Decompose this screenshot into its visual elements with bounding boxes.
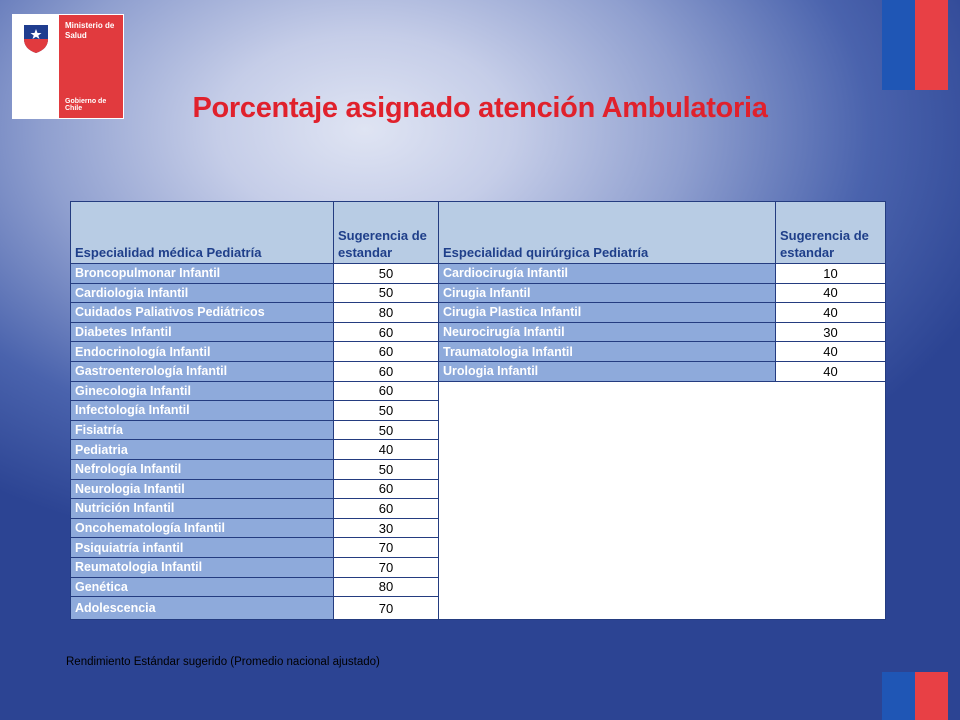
- medical-value-cell: 50: [334, 420, 439, 440]
- standards-table-container: [70, 201, 885, 616]
- medical-value-cell: 60: [334, 479, 439, 499]
- surgical-specialty-cell: Neurocirugía Infantil: [439, 322, 776, 342]
- table-row: [71, 303, 886, 323]
- medical-value-cell: 60: [334, 361, 439, 381]
- medical-specialty-cell: Pediatria: [71, 440, 334, 460]
- flag-red-stripe: [915, 0, 948, 90]
- surgical-value-cell: 40: [776, 361, 886, 381]
- medical-value-cell: 80: [334, 577, 439, 597]
- flag-decoration-bottom: [882, 672, 948, 720]
- medical-value-cell: 40: [334, 440, 439, 460]
- medical-specialty-cell: Neurologia Infantil: [71, 479, 334, 499]
- surgical-specialty-cell: Urologia Infantil: [439, 361, 776, 381]
- surgical-value-cell: 40: [776, 303, 886, 323]
- table-row: [71, 322, 886, 342]
- medical-value-cell: 60: [334, 499, 439, 519]
- flag-blue-stripe: [882, 672, 915, 720]
- header-surgical-standard: Sugerencia de estandar: [776, 202, 886, 264]
- medical-value-cell: 70: [334, 538, 439, 558]
- medical-value-cell: 50: [334, 264, 439, 284]
- surgical-value-cell: 10: [776, 264, 886, 284]
- medical-specialty-cell: Gastroenterología Infantil: [71, 361, 334, 381]
- table-header-row: [71, 202, 886, 264]
- flag-decoration-top: [882, 0, 948, 90]
- medical-specialty-cell: Endocrinología Infantil: [71, 342, 334, 362]
- header-medical-standard: Sugerencia de estandar: [334, 202, 439, 264]
- surgical-specialty-cell: Cirugia Infantil: [439, 283, 776, 303]
- medical-value-cell: 50: [334, 401, 439, 421]
- medical-specialty-cell: Fisiatría: [71, 420, 334, 440]
- medical-value-cell: 50: [334, 283, 439, 303]
- medical-specialty-cell: Cuidados Paliativos Pediátricos: [71, 303, 334, 323]
- medical-value-cell: 60: [334, 342, 439, 362]
- standards-table: [70, 201, 886, 620]
- surgical-value-cell: 40: [776, 342, 886, 362]
- table-row: [71, 264, 886, 284]
- footnote: Rendimiento Estándar sugerido (Promedio nacional ajustado): [66, 656, 380, 668]
- medical-specialty-cell: Adolescencia: [71, 597, 334, 620]
- medical-specialty-cell: Nefrología Infantil: [71, 459, 334, 479]
- flag-red-stripe: [915, 672, 948, 720]
- header-surgical-specialty: Especialidad quirúrgica Pediatría: [439, 202, 776, 264]
- medical-specialty-cell: Broncopulmonar Infantil: [71, 264, 334, 284]
- surgical-specialty-cell: Traumatologia Infantil: [439, 342, 776, 362]
- page-title: Porcentaje asignado atención Ambulatoria: [192, 92, 768, 124]
- medical-specialty-cell: Reumatologia Infantil: [71, 557, 334, 577]
- medical-specialty-cell: Infectología Infantil: [71, 401, 334, 421]
- surgical-specialty-cell: Cirugia Plastica Infantil: [439, 303, 776, 323]
- surgical-value-cell: 30: [776, 322, 886, 342]
- medical-specialty-cell: Nutrición Infantil: [71, 499, 334, 519]
- surgical-specialty-cell: Cardiocirugía Infantil: [439, 264, 776, 284]
- coat-of-arms-icon: [19, 21, 53, 55]
- medical-specialty-cell: Genética: [71, 577, 334, 597]
- table-row: [71, 361, 886, 381]
- medical-specialty-cell: Psiquiatría infantil: [71, 538, 334, 558]
- medical-value-cell: 30: [334, 518, 439, 538]
- table-row: [71, 283, 886, 303]
- empty-surgical-area: [439, 381, 886, 620]
- medical-specialty-cell: Ginecologia Infantil: [71, 381, 334, 401]
- logo-ministry-text: Ministerio de Salud: [65, 21, 115, 40]
- medical-value-cell: 80: [334, 303, 439, 323]
- surgical-value-cell: 40: [776, 283, 886, 303]
- flag-blue-stripe: [882, 0, 915, 90]
- medical-value-cell: 60: [334, 322, 439, 342]
- header-medical-specialty: Especialidad médica Pediatría: [71, 202, 334, 264]
- medical-value-cell: 70: [334, 557, 439, 577]
- medical-value-cell: 70: [334, 597, 439, 620]
- medical-specialty-cell: Cardiologia Infantil: [71, 283, 334, 303]
- logo-government-text: Gobierno de Chile: [65, 98, 107, 112]
- medical-specialty-cell: Oncohematología Infantil: [71, 518, 334, 538]
- medical-value-cell: 50: [334, 459, 439, 479]
- medical-value-cell: 60: [334, 381, 439, 401]
- table-row: [71, 381, 886, 401]
- table-row: [71, 342, 886, 362]
- medical-specialty-cell: Diabetes Infantil: [71, 322, 334, 342]
